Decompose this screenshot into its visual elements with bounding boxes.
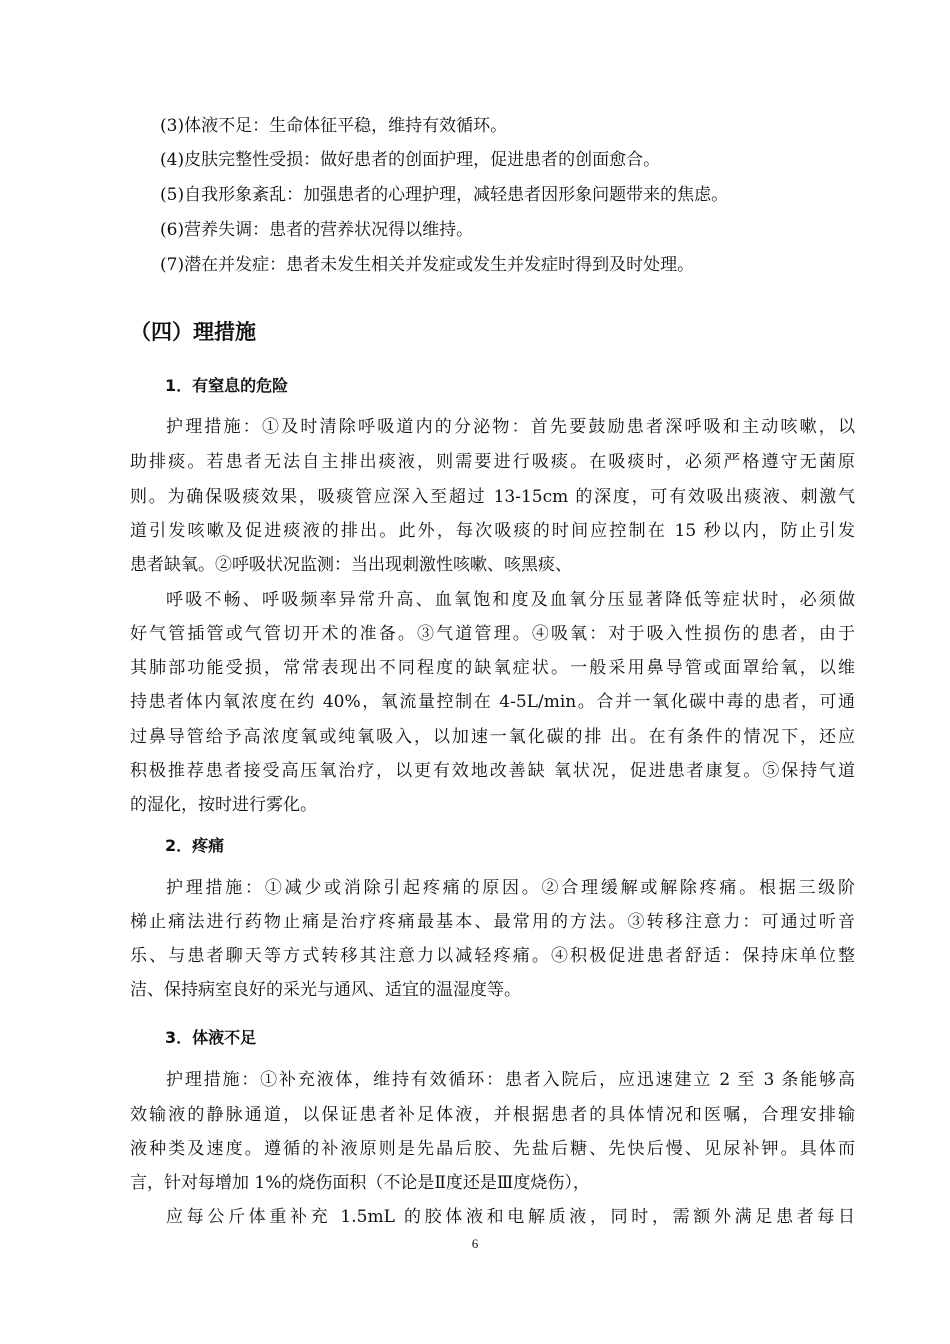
sub-heading: 3．体液不足 <box>165 1028 257 1047</box>
sub-heading: 1．有窒息的危险 <box>165 376 289 395</box>
list-item: (7)潜在并发症：患者未发生相关并发症或发生并发症时得到及时处理。 <box>160 255 695 275</box>
paragraph-line: 道引发咳嗽及促进痰液的排出。此外，每次吸痰的时间应控制在 15 秒以内，防止引发 <box>130 521 855 541</box>
paragraph-line: 护理措施：①及时清除呼吸道内的分泌物：首先要鼓励患者深呼吸和主动咳嗽，以 <box>166 417 855 437</box>
paragraph-line: 过鼻导管给予高浓度氧或纯氧吸入，以加速一氧化碳的排 出。在有条件的情况下，还应 <box>130 727 855 747</box>
paragraph-line: 的湿化，按时进行雾化。 <box>130 795 317 815</box>
paragraph-line: 则。为确保吸痰效果，吸痰管应深入至超过 13-15cm 的深度，可有效吸出痰液、刺激气 <box>130 487 855 507</box>
paragraph-line: 应每公斤体重补充 1.5mL 的胶体液和电解质液，同时，需额外满足患者每日 <box>166 1207 855 1227</box>
paragraph-line: 洁、保持病室良好的采光与通风、适宜的温湿度等。 <box>130 980 521 1000</box>
paragraph-line: 好气管插管或气管切开术的准备。③气道管理。④吸氧：对于吸入性损伤的患者，由于 <box>130 624 855 644</box>
paragraph-line: 患者缺氧。②呼吸状况监测：当出现刺激性咳嗽、咳黑痰、 <box>130 555 572 575</box>
paragraph-line: 持患者体内氧浓度在约 40%，氧流量控制在 4-5L/min。合并一氧化碳中毒的患者，可通 <box>130 692 855 712</box>
paragraph-line: 其肺部功能受损，常常表现出不同程度的缺氧症状。一般采用鼻导管或面罩给氧，以维 <box>130 658 855 678</box>
paragraph-line: 言，针对每增加 1%的烧伤面积（不论是Ⅱ度还是Ⅲ度烧伤）， <box>130 1173 590 1193</box>
paragraph-line: 效输液的静脉通道，以保证患者补足体液，并根据患者的具体情况和医嘱，合理安排输 <box>130 1105 855 1125</box>
section-heading: （四）理措施 <box>130 320 256 344</box>
list-item: (6)营养失调：患者的营养状况得以维持。 <box>160 220 474 240</box>
paragraph-line: 液种类及速度。遵循的补液原则是先晶后胶、先盐后糖、先快后慢、见尿补钾。具体而 <box>130 1139 855 1159</box>
paragraph-line: 积极推荐患者接受高压氧治疗，以更有效地改善缺 氧状况，促进患者康复。⑤保持气道 <box>130 761 855 781</box>
list-item: (4)皮肤完整性受损：做好患者的创面护理，促进患者的创面愈合。 <box>160 150 661 170</box>
paragraph-line: 助排痰。若患者无法自主排出痰液，则需要进行吸痰。在吸痰时，必须严格遵守无菌原 <box>130 452 855 472</box>
paragraph-line: 护理措施：①补充液体，维持有效循环：患者入院后，应迅速建立 2 至 3 条能够高 <box>166 1070 855 1090</box>
paragraph-line: 护理措施：①减少或消除引起疼痛的原因。②合理缓解或解除疼痛。根据三级阶 <box>166 878 855 898</box>
page-number: 6 <box>471 1236 479 1251</box>
paragraph-line: 梯止痛法进行药物止痛是治疗疼痛最基本、最常用的方法。③转移注意力：可通过听音 <box>130 912 855 932</box>
list-item: (5)自我形象紊乱：加强患者的心理护理，减轻患者因形象问题带来的焦虑。 <box>160 185 729 205</box>
paragraph-line: 乐、与患者聊天等方式转移其注意力以减轻疼痛。④积极促进患者舒适：保持床单位整 <box>130 946 855 966</box>
paragraph-line: 呼吸不畅、呼吸频率异常升高、血氧饱和度及血氧分压显著降低等症状时，必须做 <box>166 590 855 610</box>
list-item: (3)体液不足：生命体征平稳，维持有效循环。 <box>160 116 508 136</box>
sub-heading: 2．疼痛 <box>165 836 225 855</box>
